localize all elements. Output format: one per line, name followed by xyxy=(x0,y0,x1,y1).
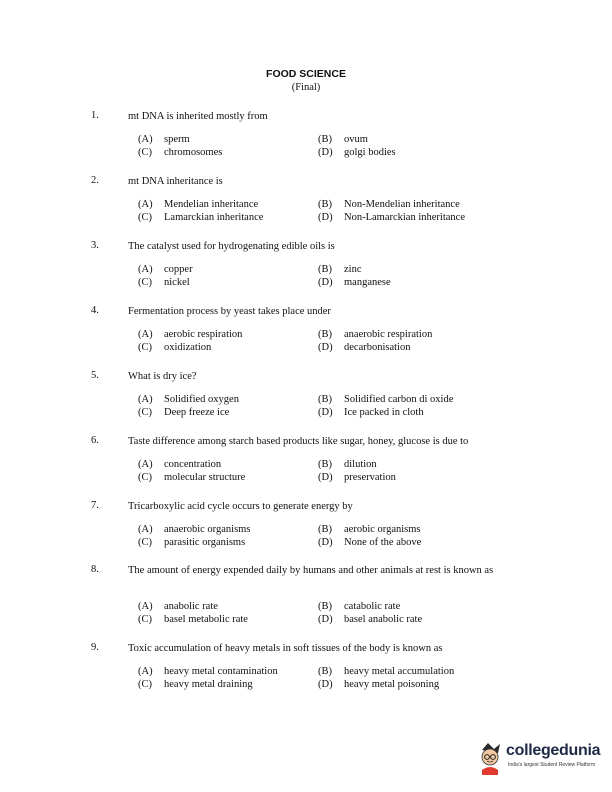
option-d: (D) decarbonisation xyxy=(318,342,411,353)
student-mascot-icon xyxy=(476,740,504,776)
question-number: 1. xyxy=(91,110,99,121)
question-text: Toxic accumulation of heavy metals in soft tissues of the body is known as xyxy=(128,643,443,654)
question-number: 8. xyxy=(91,564,99,575)
question-number: 9. xyxy=(91,642,99,653)
question-number: 3. xyxy=(91,240,99,251)
question-text: mt DNA inheritance is xyxy=(128,176,223,187)
option-a: (A) aerobic respiration xyxy=(138,329,243,340)
option-a: (A) anaerobic organisms xyxy=(138,524,251,535)
question-text: Fermentation process by yeast takes place under xyxy=(128,306,331,317)
question-text: What is dry ice? xyxy=(128,371,197,382)
option-c: (C) basel metabolic rate xyxy=(138,614,248,625)
option-c: (C) parasitic organisms xyxy=(138,537,246,548)
logo-tagline: India's largest Student Review Platform xyxy=(508,762,596,768)
collegedunia-logo[interactable] xyxy=(476,738,600,780)
option-a: (A) anabolic rate xyxy=(138,601,218,612)
option-b: (B) Non-Mendelian inheritance xyxy=(318,199,460,210)
option-c: (C) Lamarckian inheritance xyxy=(138,212,264,223)
question-number: 6. xyxy=(91,435,99,446)
option-a: (A) sperm xyxy=(138,134,190,145)
option-d: (D) golgi bodies xyxy=(318,147,396,158)
question-text: The catalyst used for hydrogenating edible oils is xyxy=(128,241,335,252)
option-a: (A) Mendelian inheritance xyxy=(138,199,259,210)
question-number: 2. xyxy=(91,175,99,186)
option-c: (C) oxidization xyxy=(138,342,212,353)
option-c: (C) heavy metal draining xyxy=(138,679,253,690)
option-b: (B) anaerobic respiration xyxy=(318,329,433,340)
option-b: (B) Solidified carbon di oxide xyxy=(318,394,454,405)
option-d: (D) preservation xyxy=(318,472,396,483)
option-b: (B) heavy metal accumulation xyxy=(318,666,455,677)
logo-name: collegedunia xyxy=(506,742,601,759)
question-text: The amount of energy expended daily by humans and other animals at rest is known as xyxy=(128,565,494,576)
option-b: (B) aerobic organisms xyxy=(318,524,421,535)
option-b: (B) dilution xyxy=(318,459,377,470)
question-text: Tricarboxylic acid cycle occurs to generate energy by xyxy=(128,501,353,512)
option-d: (D) manganese xyxy=(318,277,391,288)
option-a: (A) copper xyxy=(138,264,193,275)
option-d: (D) basel anabolic rate xyxy=(318,614,423,625)
option-c: (C) chromosomes xyxy=(138,147,223,158)
option-d: (D) heavy metal poisoning xyxy=(318,679,440,690)
question-number: 7. xyxy=(91,500,99,511)
option-b: (B) zinc xyxy=(318,264,362,275)
option-d: (D) None of the above xyxy=(318,537,422,548)
option-b: (B) catabolic rate xyxy=(318,601,401,612)
page-subtitle: (Final) xyxy=(291,82,321,93)
option-c: (C) nickel xyxy=(138,277,190,288)
option-a: (A) Solidified oxygen xyxy=(138,394,239,405)
option-b: (B) ovum xyxy=(318,134,368,145)
question-text: Taste difference among starch based products like sugar, honey, glucose is due to xyxy=(128,436,469,447)
option-c: (C) Deep freeze ice xyxy=(138,407,230,418)
question-number: 4. xyxy=(91,305,99,316)
option-d: (D) Non-Lamarckian inheritance xyxy=(318,212,465,223)
question-number: 5. xyxy=(91,370,99,381)
option-d: (D) Ice packed in cloth xyxy=(318,407,424,418)
page-title: FOOD SCIENCE xyxy=(266,68,346,80)
option-c: (C) molecular structure xyxy=(138,472,246,483)
question-text: mt DNA is inherited mostly from xyxy=(128,111,268,122)
option-a: (A) heavy metal contamination xyxy=(138,666,278,677)
option-a: (A) concentration xyxy=(138,459,222,470)
